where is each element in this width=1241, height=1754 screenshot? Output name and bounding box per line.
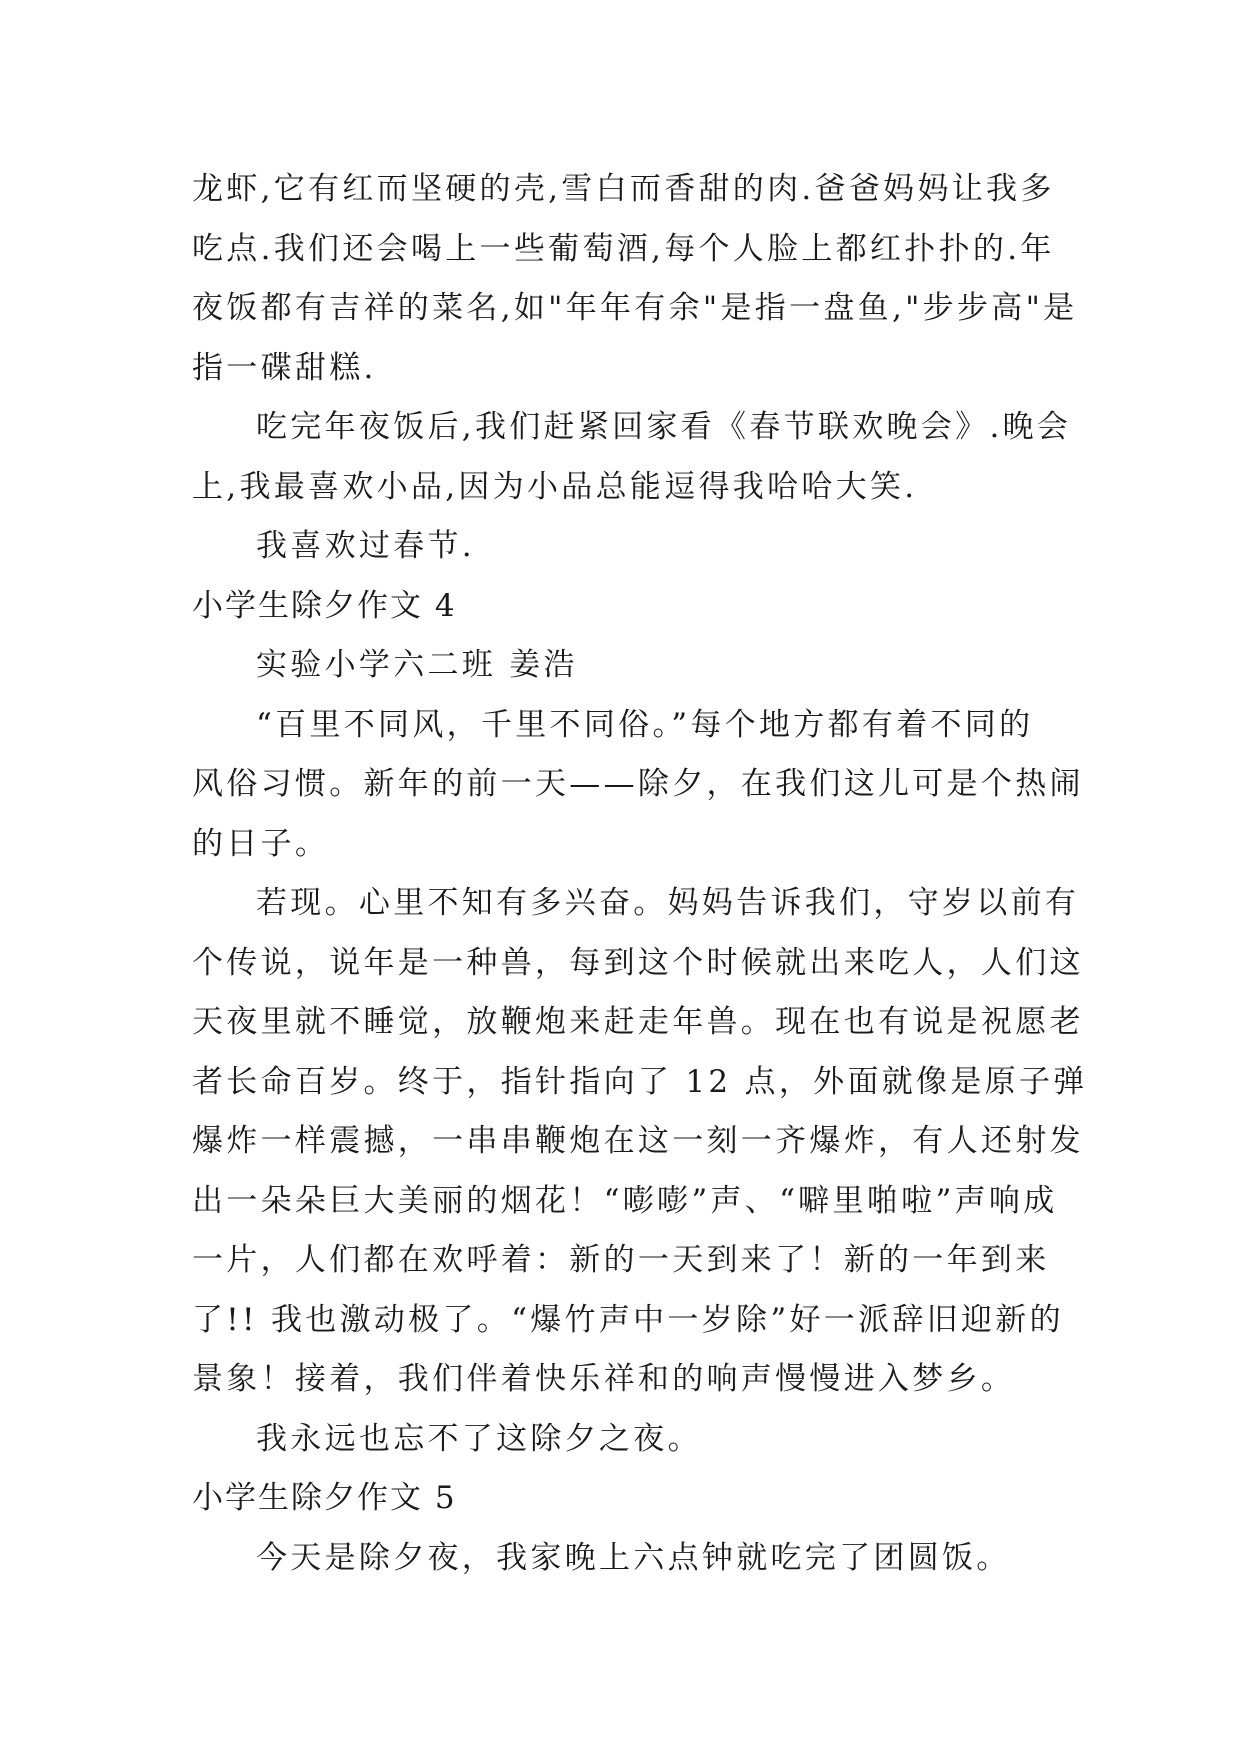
section-heading: 小学生除夕作文 4 — [192, 587, 457, 624]
paragraph-start-line: 若现。心里不知有多兴奋。妈妈告诉我们，守岁以前有 — [256, 885, 1080, 921]
text-line: 景象！接着，我们伴着快乐祥和的响声慢慢进入梦乡。 — [192, 1361, 1016, 1397]
paragraph-start-line: 吃完年夜饭后,我们赶紧回家看《春节联欢晚会》.晚会 — [256, 409, 1072, 445]
text-line: 出一朵朵巨大美丽的烟花！“嘭嘭”声、“噼里啪啦”声响成 — [192, 1182, 1058, 1219]
paragraph-start-line: 今天是除夕夜，我家晚上六点钟就吃完了团圆饭。 — [256, 1539, 1011, 1576]
text-line: 个传说，说年是一种兽，每到这个时候就出来吃人，人们这 — [192, 944, 1084, 981]
author-line: 实验小学六二班 姜浩 — [256, 647, 578, 683]
text-line: 指一碟甜糕. — [192, 349, 377, 386]
text-line: 了!! 我也激动极了。“爆竹声中一岁除”好一派辞旧迎新的 — [192, 1301, 1064, 1338]
text-line: 上,我最喜欢小品,因为小品总能逗得我哈哈大笑. — [192, 468, 918, 505]
text-line: 者长命百岁。终于，指针指向了 12 点，外面就像是原子弹 — [192, 1063, 1088, 1100]
paragraph-start-line: 我喜欢过春节. — [256, 528, 475, 564]
document-page — [192, 160, 1088, 1588]
text-line: 爆炸一样震撼，一串串鞭炮在这一刻一齐爆炸，有人还射发 — [192, 1123, 1084, 1159]
text-line: 夜饭都有吉祥的菜名,如"年年有余"是指一盘鱼,"步步高"是 — [192, 290, 1078, 326]
text-line: 的日子。 — [192, 825, 330, 862]
text-line: 风俗习惯。新年的前一天——除夕，在我们这儿可是个热闹 — [192, 766, 1084, 802]
text-line: 吃点.我们还会喝上一些葡萄酒,每个人脸上都红扑扑的.年 — [192, 230, 1055, 267]
paragraph-start-line: 我永远也忘不了这除夕之夜。 — [256, 1420, 702, 1457]
text-line: 一片，人们都在欢呼着：新的一天到来了！新的一年到来 — [192, 1242, 1050, 1278]
text-line: 龙虾,它有红而坚硬的壳,雪白而香甜的肉.爸爸妈妈让我多 — [192, 171, 1055, 207]
section-heading: 小学生除夕作文 5 — [192, 1480, 457, 1516]
paragraph-start-line: “百里不同风，千里不同俗。”每个地方都有着不同的 — [256, 706, 1034, 743]
text-line: 天夜里就不睡觉，放鞭炮来赶走年兽。现在也有说是祝愿老 — [192, 1004, 1084, 1040]
